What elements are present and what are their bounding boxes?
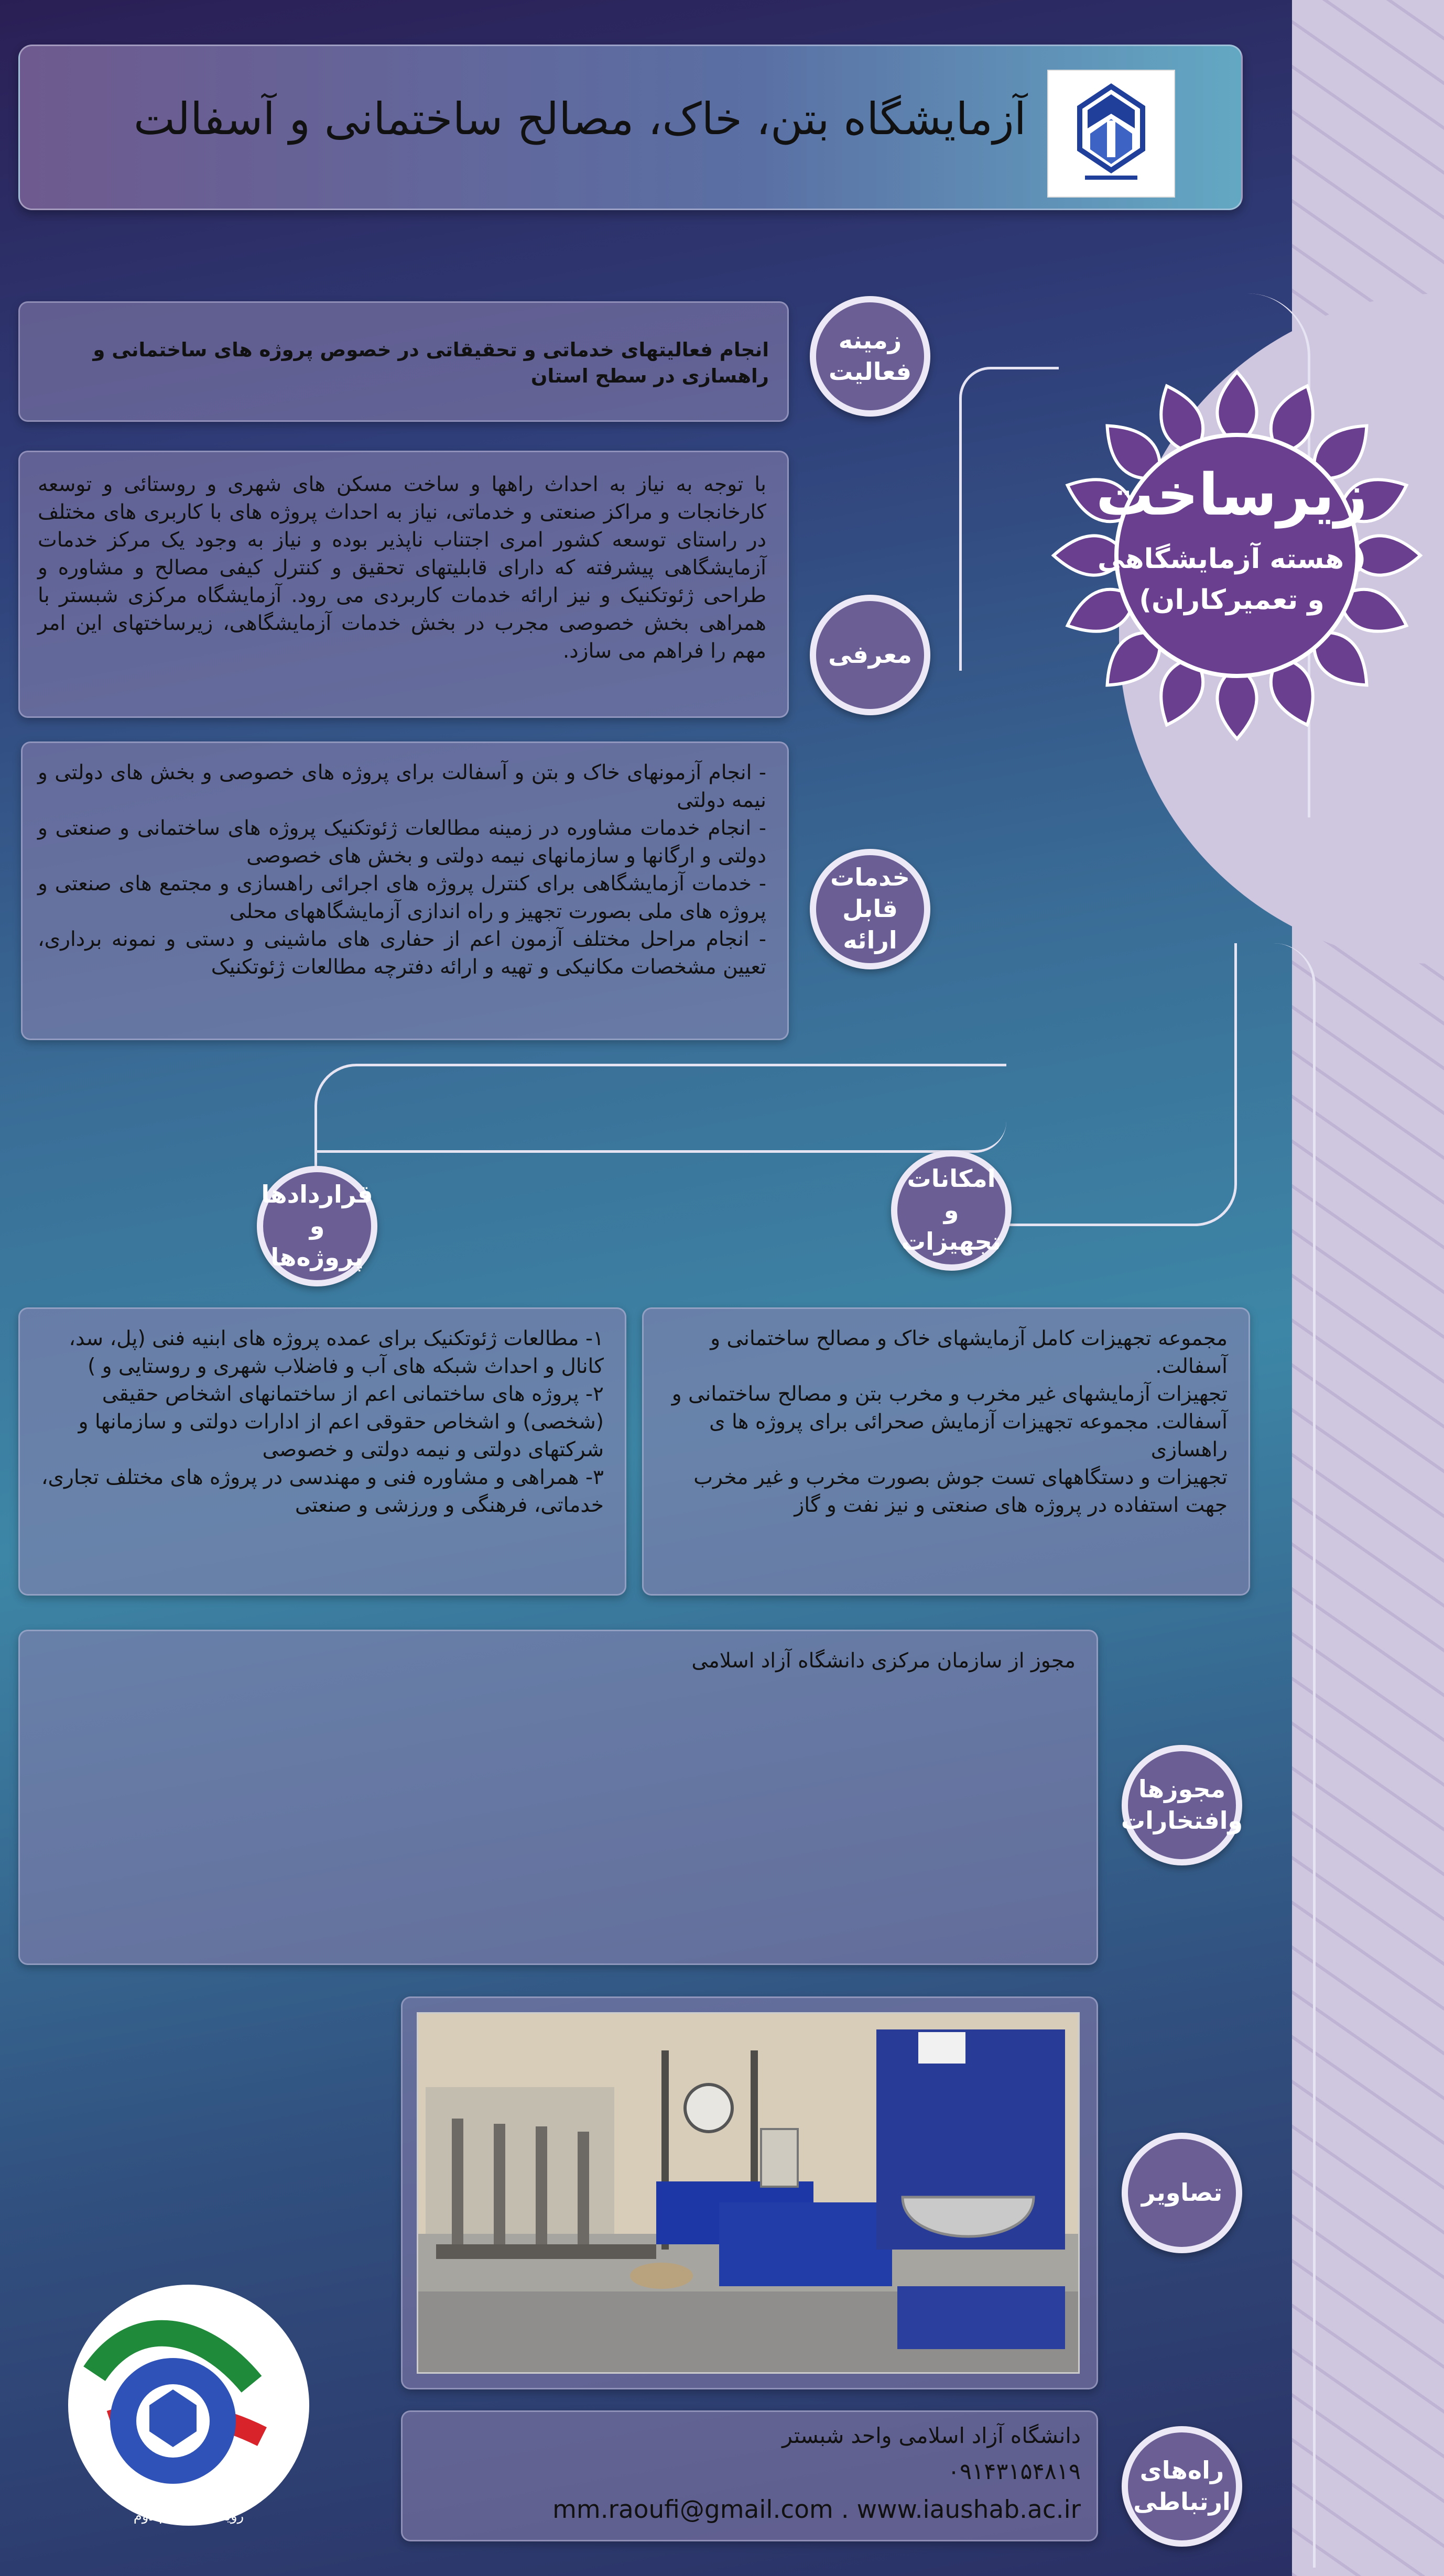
connector-line [1211,943,1316,2568]
licenses-text: مجوز از سازمان مرکزی دانشگاه آزاد اسلامی [691,1649,1076,1673]
services-text: - انجام آزمونهای خاک و بتن و آسفالت برای پروژه های خصوصی و بخش های دولتی و نیمه دولتی - انجام خدمات مشاوره در زمینه مطالعات ژئوتکنیک پروژه های ساختمانی و صنعتی و دولتی و ارگانها و سازمانهای نیمه دولتی و بخش های خصوصی - خدمات آزمایشگاهی برای کنترل پروژه های اجرائی راهسازی و مجتمع های صنعتی و پروژه های ملی بصورت تجهیز و راه اندازی آزمایشگاههای محلی - انجام مراحل مختلف آزمون اعم از حفاری های ماشینی و دستی و نمونه برداری، تعیین مشخصات مکانیکی و تهیه و ارائه دفترچه مطالعات ژئوتکنیک [38,761,766,979]
services-panel [21,741,789,1040]
contact-university: دانشگاه آزاد اسلامی واحد شبستر [782,2423,1081,2448]
contracts-panel [18,1307,626,1596]
badge-images: تصاویر [1122,2133,1242,2253]
activity-text: انجام فعالیتهای خدماتی و تحقیقاتی در خصوص پروژه های ساختمانی و راهسازی در سطح استان [93,339,769,388]
hero-title: زیرساخت [1095,461,1368,528]
lab-photo-illustration [417,2014,1078,2374]
emblem-motto: رویداد ملی گام دوم [133,2508,244,2524]
badge-contact: راه‌های ارتباطی [1122,2426,1242,2547]
contact-web[interactable]: mm.raoufi@gmail.com . www.iaushab.ac.ir [552,2495,1081,2524]
lab-equipment-photo [417,2012,1080,2374]
university-logo-icon [1048,71,1174,197]
intro-text: با توجه به نیاز به احداث راهها و ساخت مسکن های شهری و روستائی و توسعه کارخانجات و مراکز صنعتی و خدماتی، نیاز به احداث پروژه های با کاربری های مختلف در راستای توسعه کشور امری اجتناب ناپذیر بوده و نیاز به وجود یک مرکز خدمات آزمایشگاهی پیشرفته که دارای قابلیتهای تحقیق و کنترل کیفی مصالح و مشاوره و طراحی ژئوتکنیک و نیز ارائه خدمات کاربردی می رود. آزمایشگاه مرکزی شبستر با همراهی بخش خصوصی مجرب در بخش خدمات آزمایشگاهی، زیرساختهای این امر مهم را فراهم می سازد. [38,473,766,663]
anniversary-emblem [31,2248,325,2541]
contact-phone: ۰۹۱۴۳۱۵۴۸۱۹ [947,2459,1081,2485]
badge-contracts: قراردادها و پروژه‌ها [257,1166,377,1286]
badge-intro: معرفی [810,595,930,715]
contracts-text: ۱- مطالعات ژئوتکنیک برای عمده پروژه های ابنیه فنی (پل، سد، کانال و احداث شبکه های آب و فاضلاب شهری و روستایی و ) ۲- پروژه های ساختمانی اعم از ساختمانهای اشخاص حقیقی (شخصی) و اشخاص حقوقی اعم از ادارات دولتی و سازمانها و شرکتهای دولتی و نیمه دولتی و خصوصی ۳- همراهی و مشاوره فنی و مهندسی در پروژه های مختلف تجاری، خدماتی، فرهنگی و ورزشی و صنعتی [41,1327,604,1518]
badge-licenses: مجوزها وافتخارات [1122,1745,1242,1865]
connector-line [985,943,1237,1226]
badge-services: خدمات قابل ارائه [810,849,930,969]
badge-facilities: امکانات و تجهیزات [891,1150,1012,1271]
intro-panel [18,451,789,718]
header-bar [18,45,1243,210]
activity-panel [18,301,789,422]
page-title: آزمایشگاه بتن، خاک، مصالح ساختمانی و آسفالت [133,93,1026,145]
contact-panel [401,2410,1098,2541]
hero-text [1085,461,1378,620]
facilities-panel [642,1307,1250,1596]
hero-subtitle: ( هسته آزمایشگاهی و تعمیرکاران) [1097,543,1366,616]
licenses-panel [18,1630,1098,1965]
facilities-text: مجموعه تجهیزات کامل آزمایشهای خاک و مصالح ساختمانی و آسفالت. تجهیزات آزمایشهای غیر مخرب و مخرب بتن و مصالح ساختمانی و آسفالت. مجموعه تجهیزات آزمایش صحرائی برای پروژه ها ی راهسازی تجهیزات و دستگاههای تست جوش بصورت مخرب و غیر مخرب جهت استفاده در پروژه های صنعتی و نیز نفت و گاز [671,1327,1228,1518]
badge-activity: زمینه فعالیت [810,296,930,417]
university-logo [1047,70,1175,198]
connector-line [959,367,1059,671]
